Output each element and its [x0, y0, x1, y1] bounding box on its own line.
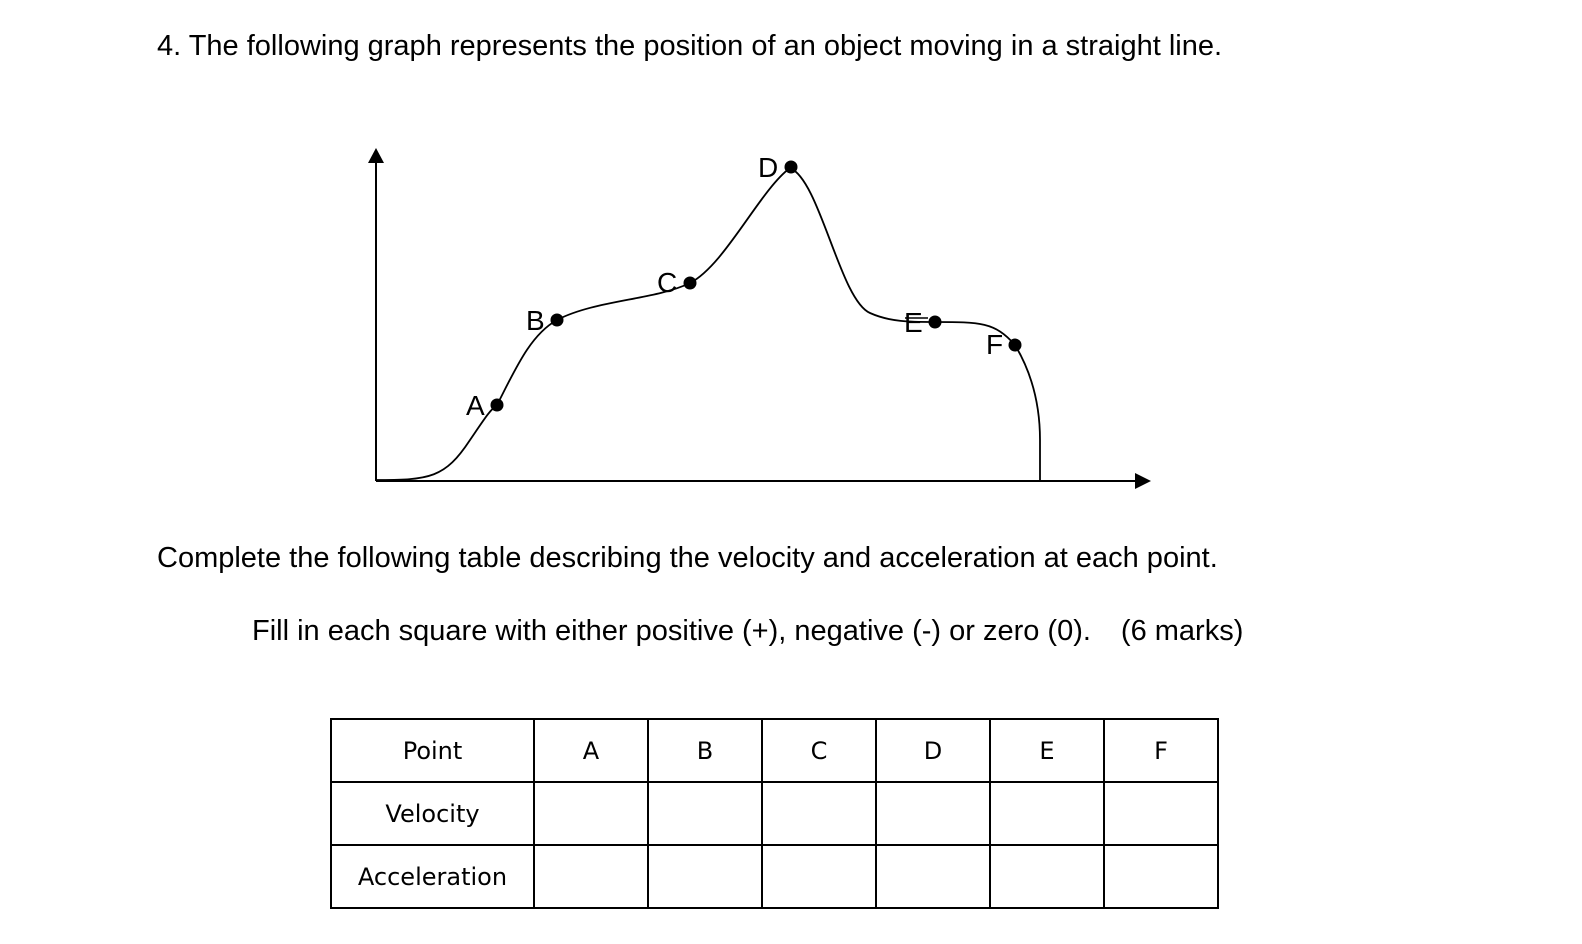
x-axis-arrow-icon	[1135, 473, 1151, 489]
answer-table	[330, 718, 1219, 909]
point-c-marker	[684, 277, 697, 290]
acceleration-cell-e[interactable]	[990, 845, 1104, 908]
table-row-acceleration	[331, 845, 1218, 908]
header-col-a: A	[534, 719, 648, 782]
question-title: 4. The following graph represents the position of an object moving in a straight line.	[157, 30, 1223, 62]
y-axis-arrow-icon	[368, 148, 384, 163]
point-c-label: C	[657, 267, 678, 298]
instruction-line-1: Complete the following table describing the velocity and acceleration at each point.	[157, 542, 1218, 574]
marks-label: (6 marks)	[1120, 615, 1244, 647]
point-b-marker	[551, 314, 564, 327]
velocity-cell-e[interactable]	[990, 782, 1104, 845]
point-b-label: B	[526, 305, 545, 336]
velocity-cell-b[interactable]	[648, 782, 762, 845]
table-header-row	[331, 719, 1218, 782]
point-a	[466, 390, 504, 421]
header-col-f: F	[1104, 719, 1218, 782]
point-d-marker	[785, 161, 798, 174]
velocity-cell-d[interactable]	[876, 782, 990, 845]
point-f-marker	[1009, 339, 1022, 352]
velocity-cell-c[interactable]	[762, 782, 876, 845]
point-f-label: F	[986, 329, 1004, 360]
point-b	[526, 305, 564, 336]
header-col-b: B	[648, 719, 762, 782]
point-a-marker	[491, 399, 504, 412]
acceleration-cell-c[interactable]	[762, 845, 876, 908]
acceleration-cell-a[interactable]	[534, 845, 648, 908]
acceleration-label: Acceleration	[331, 845, 534, 908]
header-col-c: C	[762, 719, 876, 782]
point-a-label: A	[466, 390, 485, 421]
point-e-marker	[929, 316, 942, 329]
instruction-text: Fill in each square with either positive (+), negative (-) or zero (0).	[252, 615, 1091, 647]
point-c	[657, 267, 697, 298]
acceleration-cell-f[interactable]	[1104, 845, 1218, 908]
instruction-line-2	[252, 615, 1243, 648]
point-d	[758, 152, 798, 183]
velocity-cell-f[interactable]	[1104, 782, 1218, 845]
acceleration-cell-d[interactable]	[876, 845, 990, 908]
table-row-velocity	[331, 782, 1218, 845]
acceleration-cell-b[interactable]	[648, 845, 762, 908]
header-col-d: D	[876, 719, 990, 782]
point-d-label: D	[758, 152, 779, 183]
header-col-e: E	[990, 719, 1104, 782]
velocity-label: Velocity	[331, 782, 534, 845]
velocity-cell-a[interactable]	[534, 782, 648, 845]
point-e-label: E	[904, 307, 923, 338]
header-point-cell: Point	[331, 719, 534, 782]
